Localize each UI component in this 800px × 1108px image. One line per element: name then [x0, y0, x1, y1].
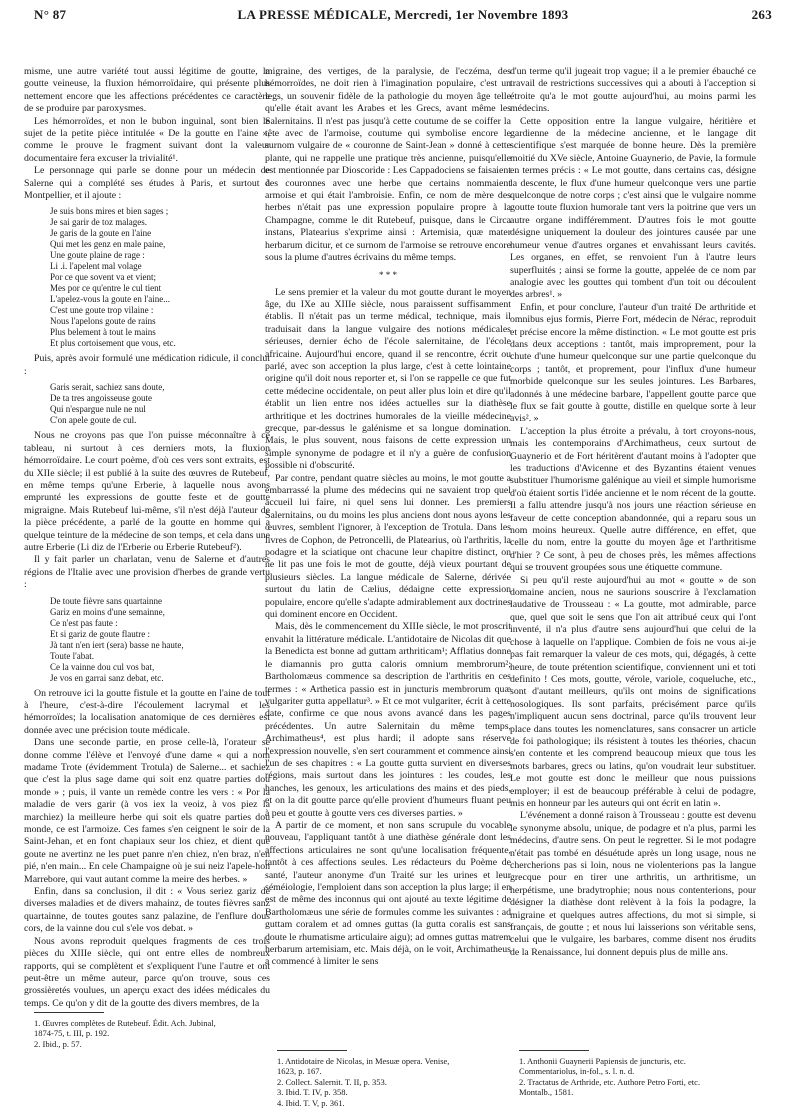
paragraph: L'acception la plus étroite a prévalu, à tort croyons-nous, mais les contemporains d'Archimatheus, ceux surtout de Guaynerio et de Fort héritèrent d'autant moins à l'adopter que les traductions d'Avicenne et des Byzantins étaient venues substituer l'humorisme galénique au vieil et simple humorisme d'où étaient sortis l'idée ancienne et le nom récent de la goutte. Il a fallu attendre jusqu'à nos jours une réaction sérieuse en faveur de cette conception abandonnée, qui a reparu sous un nom moins heureux. Quelle autre différence, en effet, que celle du nom, entre la goutte du moyen âge et l'arthritisme d'hier ? Ce sont, à peu de choses près, les mêmes affections qui se trouvent groupées sous une étiquette commune. [510, 425, 756, 574]
paragraph: Nous avons reproduit quelques fragments de ces trois pièces du XIIIe siècle, qui ont entre elles de nombreux rapports, qui se complètent et s'expliquent l'une l'autre et ont peut-être un même auteur, parce qu'on trouve, sous ces grossièretés voulues, un aperçu exact des idées médicales du temps. Ce qu'on y dit de la goutte des divers membres, de la [24, 935, 270, 1009]
paragraph: Par contre, pendant quatre siècles au moins, le mot goutte a embarrassé la plume des médecins qui ne savaient trop quel accueil lui faire, ni quel sens lui donner. Les premiers Salernitains, ou du moins les plus anciens dont nous ayons les œuvres, semblent l'ignorer, à l'exception de Trotula. Dans les livres de Cophon, de Petroncelli, de Platearius, où l'arthritis, la podagre et la sciatique ont chacune leur chapitre distinct, on ne lit pas une fois le mot de goutte, déjà vieux pourtant de plusieurs siècles. La langue médicale de Salerne, dérivée surtout du latin de Cælius, dédaigne cette expression populaire, encore qu'elle s'adapte admirablement aux doctrines qui dominent encore en Occident. [265, 472, 511, 621]
verse-block [50, 382, 270, 426]
footnote-line: Montalb., 1581. [519, 1087, 574, 1098]
footnote-rule [519, 1050, 589, 1051]
verse-line: Li .i. l'apelent mal volage [50, 261, 142, 272]
footnote-rule [277, 1050, 347, 1051]
verse-line: Qui met les genz en male paine, [50, 239, 166, 250]
verse-line: Qui n'espargue nule ne nul [50, 404, 146, 415]
verse-line: Et plus cortoisement que vous, etc. [50, 338, 176, 349]
verse-line: C'on apele goute de cul. [50, 415, 137, 426]
paragraph: Les hémorroïdes, et non le bubon inguinal, sont bien le sujet de la petite pièce intitulée « De la goutte en l'aine », comme le prouve le fragment suivant dont la valeur documentaire fera excuser la trivialité¹. [24, 115, 270, 164]
paragraph: misme, une autre variété tout aussi légitime de goutte, la goutte veineuse, la fluxion hémorroïdaire, qui présente plus nettement encore que les affections précédentes ce caractère de se produire par paroxysmes. [24, 66, 270, 115]
verse-line: Nous l'apelons goute de rains [50, 316, 156, 327]
paragraph: Le sens premier et la valeur du mot goutte durant le moyen âge, du IXe au XIIIe siècle, nous paraissent suffisamment établis. Il n'était pas un terme médical, technique, mais il traduisait dans la langue vulgaire des notions médicales sérieuses, dernier écho de l'école salernitaine, de l'école africaine. Aujourd'hui encore, quand il se rencontre, écrit ou parlé, avec son acception la plus large, c'est à cette lointaine origine qu'il doit nous reporter et, si l'on se rappelle ce que fut cette médecine occidentale, on peut aller plus loin et dire qu'il établit un lien entre nos idées actuelles sur la diathèse arthritique et les doctrines humorales de la vieille médecine grecque, par-dessus le galénisme et sa longue domination. Mais, le plus souvent, nous faisons de cette expression un simple synonyme de podagre et il n'y a guère de confusion possible ni d'obscurité. [265, 286, 511, 472]
verse-block [50, 206, 270, 349]
journal-title: LA PRESSE MÉDICALE, Mercredi, 1er Novembre 1893 [237, 7, 569, 22]
verse-line: Je vos en garrai sanz debat, etc. [50, 672, 164, 683]
column-1 [24, 66, 270, 1010]
paragraph: Nous ne croyons pas que l'on puisse méconnaître à ce tableau, ni surtout à ces derniers mots, la fluxion hémorroïdaire. Le court poème, d'où ces vers sont extraits, est du XIIe siècle; il est publié à la suite des œuvres de Rutebeuf, en même temps qu'une Erberie, à laquelle nous avons emprunté les expressions de goutte feste et de goutte migraigne. Mais Rutebeuf lui-même, s'il n'est déjà l'auteur de la pièce précédente, a parlé de la goutte en homme qui a quelque teinture de la médecine de son temps, et cela dans une autre Erberie (Li diz de l'Erberie ou Erberie Rutebeuf²). [24, 430, 270, 553]
verse-line: L'apelez-vous la goute en l'aine... [50, 294, 170, 305]
paragraph: Cette opposition entre la langue vulgaire, héritière et gardienne de la médecine ancienne, et le langage dit scientifique s'est marquée de bonne heure. Dès la première moitié du XVe siècle, Antoine Guaynerio, de Pavie, la formule en termes précis : « Le mot goutte, dans certains cas, désigne la descente, le flux d'une humeur quelconque vers une partie quelconque de notre corps ; c'est ainsi que le vulgaire nomme goutte toute fluxion humorale tant vers la poitrine que vers un autre organe indifféremment. D'autres fois le mot goutte désigne uniquement la douleur des jointures causée par une humeur venue d'autres organes et envahissant leurs cavités. Les organes, en effet, se renvoient l'un à l'autre leurs superfluités ; ainsi se forme la goutte, appelée de ce nom par analogie avec les gouttes qui tombent d'un toit ou découlent des arbres¹. » [510, 115, 756, 301]
paragraph: Le personnage qui parle se donne pour un médecin de Salerne qui a complété ses études à Paris, et surtout à Montpellier, et il ajoute : [24, 165, 270, 202]
verse-line: Por ce que sovent va et vient; [50, 272, 156, 283]
verse-line: Toute l'abat. [50, 650, 94, 661]
verse-line: Une goute plaine de rage : [50, 250, 145, 261]
paragraph: L'événement a donné raison à Trousseau : goutte est devenu le synonyme absolu, unique, de podagre et n'a plus, parmi les médecins, d'autre sens. On peut le regretter. Si le mot podagre n'était pas tombé en désuétude après un long usage, nous ne chercherions pas si loin, nous ne violenterions pas la langue grecque pour en tirer une arthritis, un arthritisme, un herpétisme, une bradytrophie; nous nous contenterions, pour désigner la diathèse dont relèvent à la fois la podagre, la migraine et quelques autres affections, du mot si simple, si français, de goutte ; et nous lui laisserions son véritable sens, celui que le vulgaire, les barbares, comme disent nos érudits de la Renaissance, lui donnent depuis plus de mille ans. [510, 810, 756, 958]
verse-line: Je sai garir de toz malages. [50, 217, 147, 228]
page-number: 263 [751, 7, 772, 22]
verse-line: Plus belement à tout le mains [50, 327, 156, 338]
paragraph: On retrouve ici la goutte fistule et la goutte en l'aine de tout à l'heure, c'est-à-dire l'écoulement lacrymal et les hémorroïdes; la localisation anatomique de ces dernières est donnée avec une précision toute médicale. [24, 687, 270, 736]
paragraph: A partir de ce moment, et non sans scrupule du vocable nouveau, l'appliquant tantôt à une diathèse générale dont les affections articulaires ne sont qu'une localisation fréquente, tantôt à ces affections seules. Les rédacteurs du Poème de santé, l'auteur anonyme d'un Traité sur les urines et leur séméiologie, l'emploient dans son acception la plus large; il en est de même des inconnus qui ont ajouté au texte légitime de Bartholomæus une série de formules comme les suivantes : ad guttam coralem et ad omnes guttas (la gutta coralis est sans doute le rhumatisme articulaire aigu); ad omnes guttas matrem herbarum artemisiam, etc. Mais déjà, on le voit, Archimatheus a commencé à limiter le sens [265, 819, 511, 968]
verse-line: De ta tres angoisseuse goute [50, 393, 152, 404]
page-header [34, 7, 772, 33]
verse-line: C'est une goute trop vilaine : [50, 305, 154, 316]
footnotes-column-3 [519, 1050, 700, 1098]
verse-line: Je garis de la goute en l'aine [50, 228, 152, 239]
column-2 [265, 66, 511, 969]
footnotes-column-2 [277, 1050, 449, 1108]
verse-line: Je suis bons mires et bien sages ; [50, 206, 169, 217]
paragraph: Si peu qu'il reste aujourd'hui au mot « goutte » de son domaine ancien, nous ne saurions souscrire à l'exclamation laudative de Trousseau : « La goutte, mot admirable, parce que, quel que soit le sens que l'on ait attribué ceux qui l'ont inventé, il n'a plus d'autre sens aujourd'hui que celui de la chose à laquelle on l'applique. Combien de fois ne vous ai-je pas fait remarquer la valeur de ces mots, qui, dégagés, à cette heure, de toute prétention scientifique, conviennent uni et toti definito ! Ces mots, goutte, vérole, variole, coqueluche, etc., sont d'autant meilleurs, qu'ils ont moins de significations nosologiques. Ils sont parfaits, précisément parce qu'ils n'impliquent aucun sens doctrinal, parce qu'ils trouvent leur place dans toutes les nomenclatures, sans consacrer un article de foi pathologique; ils résistent à toutes les théories, chacun s'en contente et les comprend beaucoup mieux que tous les mots barbares, grecs ou latins, qu'on voudrait leur substituer. Le mot goutte est donc le meilleur que nous puissions employer; il est de beaucoup préférable à celui de podagre, mis en honneur par les auteurs qui ont écrit en latin ». [510, 574, 756, 809]
verse-line: Garis serait, sachiez sans doute, [50, 382, 165, 393]
verse-line: Et si gariz de goute flautre : [50, 628, 150, 639]
footnote-line: 1874-75, t. III, p. 192. [34, 1028, 110, 1039]
footnote-line: 1. Œuvres complètes de Rutebeuf. Édit. Ach. Jubinal, [34, 1018, 216, 1028]
footnote-line: 1623, p. 167. [277, 1066, 322, 1077]
paragraph: d'un terme qu'il jugeait trop vague; il a le premier ébauché ce travail de restrictions successives qui a abouti à l'acception si étroite qu'a le mot goutte aujourd'hui, au moins parmi les médecins. [510, 66, 756, 115]
paragraph: migraine, des vertiges, de la paralysie, de l'eczéma, des hémorroïdes, ne doit rien à l'imagination populaire, c'est un legs, un souvenir fidèle de la pathologie du moyen âge telle qu'elle était avant les Arabes et les Grecs, avant même les Salernitains. Il n'est pas jusqu'à cette coutume de se coiffer la tête avec de l'armoise, coutume qui symbolise encore le surnom vulgaire de « couronne de Saint-Jean » donné à cette plante, qui ne rappelle une pratique très ancienne, puisqu'elle est mentionnée par Dioscoride : Les Cappadociens se faisaient des couronnes avec une herbe que certains nommaient armoise et qui était l'ambroisie. Enfin, ce nom de mère des herbes n'était pas une expression populaire propre à la Champagne, comme le dit Rutebeuf, puisque, dans le Circa instans, Platearius s'exprime ainsi : Artemisia, quæ mater herbarum dicitur, et ce surnom de l'armoise se retrouve encore sous la plume d'autres écrivains du même temps. [265, 66, 511, 264]
footnote-line: 1. Anthonii Guaynerii Papiensis de juncturis, etc. [519, 1056, 686, 1066]
paragraph: Enfin, et pour conclure, l'auteur d'un traité De arthritide et omnibus ejus formis, Pierre Fort, médecin de Nérac, reproduit et précise encore la même distinction. « Le mot goutte est pris dans deux acceptions : tantôt, mais improprement, pour la chute d'une humeur quelconque sur une partie quelconque du corps ; tantôt, et proprement, pour l'influx d'une humeur morbide quelconque sur les seules jointures. Les Barbares, adonnés à une médecine barbare, l'appellent goutte parce que le flux se fait goutte à goutte, distille en quelque sorte à leur avis². » [510, 301, 756, 425]
footnote-line: 2. Ibid., p. 57. [34, 1038, 82, 1049]
paragraph: Il y fait parler un charlatan, venu de Salerne et d'autres régions de l'Italie avec une provision d'herbes de grande vertu : [24, 554, 270, 591]
footnote-line: 2. Tractatus de Arthride, etc. Authore Petro Forti, etc. [519, 1076, 701, 1087]
column-3 [510, 66, 756, 959]
paragraph: Enfin, dans sa conclusion, il dit : « Vous seriez gariz de diverses maladies et de divers mahainz, de toutes fièvres sanz quartainne, de toutes goutes sanz palazine, de l'enflure dous cors, de la vainne dou cul s'ele vos debat. » [24, 886, 270, 935]
footnote-line: 4. Ibid. T. V, p. 361. [277, 1097, 345, 1108]
verse-line: Ce n'est pas faute : [50, 617, 118, 628]
verse-block [50, 596, 270, 684]
footnotes-column-1 [34, 1012, 216, 1049]
verse-line: Jà tant n'en iert (sera) basse ne haute, [50, 639, 184, 650]
issue-number: N° 87 [34, 7, 67, 22]
verse-line: Mes por ce qu'entre le cul tient [50, 283, 162, 294]
footnote-line: 3. Ibid. T. IV, p. 358. [277, 1087, 348, 1098]
footnote-line: Commentariolus, in-fol., s. l. n. d. [519, 1066, 635, 1077]
verse-line: Ce la vainne dou cul vos bat, [50, 661, 155, 672]
paragraph: Puis, après avoir formulé une médication ridicule, il conclut : [24, 353, 270, 377]
verse-line: De toute fièvre sans quartainne [50, 595, 162, 606]
footnote-line: 1. Antidotaire de Nicolas, in Mesuæ opera. Venise, [277, 1056, 450, 1066]
section-separator: * * * [379, 269, 397, 280]
paragraph: Dans une seconde partie, en prose celle-là, l'orateur se donne comme l'élève et l'envoyé d'une dame « qui a nom madame Trote (évidemment Trotula) de Salerne... et sachiez que c'est la plus sage dame qui soit enz quatre parties dou monde » ; puis, il vante un remède contre les vers : « Por la maladie de vers garir (à vos iex la veoiz, à vos piez la marchiez) la meilleure herbe qui soit els quatre parties dou monde, ce est l'armoize. Ces fames s'en ceignent le soir de la Saint-Jehan, et en font chapiaux seur los chiez, et dient que goute ne avertinz ne les puet panre n'en chiez, n'en braz, n'en pié, n'en main... En cele Champaigne où je sui neiz l'apele-hon Marrebore, qui vaut autant comme la meire des herbes. » [24, 737, 270, 885]
paragraph: Mais, dès le commencement du XIIIe siècle, le mot proscrit envahit la littérature médicale. L'antidotaire de Nicolas dit que la Benedicta est bonne ad guttam arthriticam¹; Afflatius donne le diamannis pro gutta caloris omnium membrorum²; Bartholomæus commence sa description de l'arthritis en ces termes : « Arthetica passio est in juncturis membrorum quæ vulgariter gutta appellatur³. » Et ce mot vulgariter, écrit à cette date, confirme ce que nous avons avancé dans les pages précédentes. Un autre Salernitain du même temps, Archimatheus⁴, est plus hardi; il adopte sans réserve l'expression nouvelle, s'en sert couramment et commence ainsi l'un de ses chapitres : « La goutte gutta survient en diverses régions, mais surtout dans les jointures : les coudes, les hanches, les genoux, les articulations des mains et des pieds, et on la dit goutte parce qu'elle provient d'humeurs fluant peu à peu et goutte à goutte vers ces diverses parties. » [265, 621, 511, 819]
verse-line: Gariz en moins d'une semainne, [50, 606, 165, 617]
footnote-rule [34, 1012, 104, 1013]
footnote-line: 2. Collect. Salernit. T. II, p. 353. [277, 1076, 387, 1087]
